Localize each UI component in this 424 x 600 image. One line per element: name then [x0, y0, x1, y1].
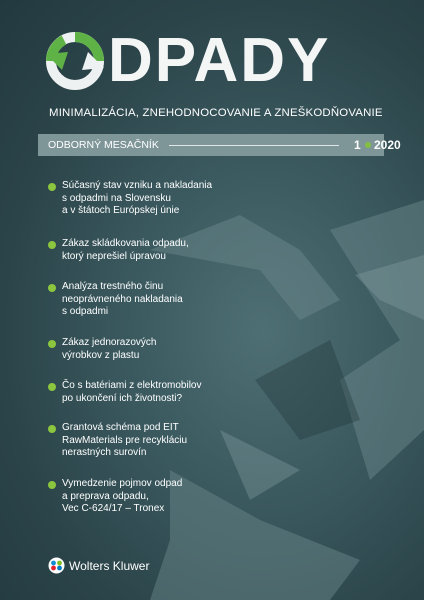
magazine-title: DPADY [108, 26, 331, 95]
bullet-dot-icon [48, 241, 56, 249]
issue-number: 1 [354, 138, 361, 152]
toc-item-text: Čo s batériami z elektromobilov po ukončení ich životnosti? [62, 380, 202, 404]
periodicity-label: ODBORNÝ MESAČNÍK [48, 139, 159, 151]
recycle-o-logo-icon [44, 30, 106, 92]
toc-item-text: Grantová schéma pod EIT RawMaterials pre recykláciu nerastných surovín [62, 422, 188, 459]
toc-item-text: Analýza trestného činu neoprávneného nakladania s odpadmi [62, 281, 183, 318]
publisher-logo [48, 557, 149, 574]
issue-separator-dot [365, 142, 371, 148]
issue-band [38, 134, 401, 156]
toc-item-text: Zákaz jednorazových výrobkov z plastu [62, 337, 157, 361]
magazine-subtitle: MINIMALIZÁCIA, ZNEHODNOCOVANIE A ZNEŠKODŇOVANIE [49, 107, 383, 119]
band-divider-line [169, 145, 339, 146]
publisher-name: Wolters Kluwer [69, 558, 150, 573]
wolters-kluwer-logo-icon [48, 557, 65, 574]
bullet-dot-icon [48, 425, 56, 433]
toc-item-text: Vymedzenie pojmov odpad a preprava odpadu, Vec C-624/17 – Tronex [62, 478, 183, 515]
bullet-dot-icon [48, 340, 56, 348]
bullet-dot-icon [48, 183, 56, 191]
toc-item-text: Zákaz skládkovania odpadu, ktorý neprešiel úpravou [62, 238, 189, 262]
magazine-logo [44, 26, 384, 95]
bullet-dot-icon [48, 284, 56, 292]
bullet-dot-icon [48, 383, 56, 391]
toc-item-text: Súčasný stav vzniku a nakladania s odpadmi na Slovensku a v štátoch Európskej únie [62, 180, 213, 217]
issue-year: 2020 [374, 138, 401, 152]
bullet-dot-icon [48, 481, 56, 489]
